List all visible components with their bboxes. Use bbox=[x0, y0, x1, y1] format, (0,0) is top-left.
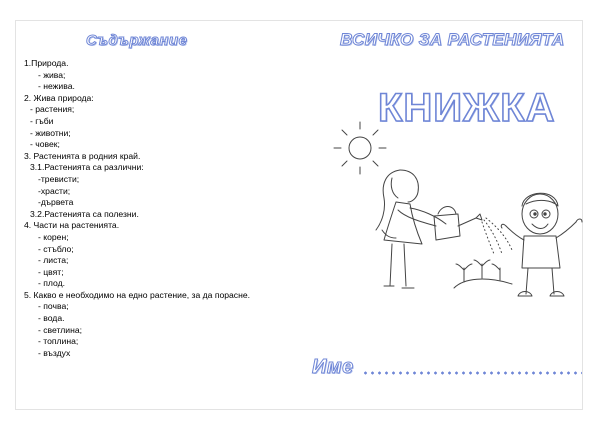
toc-item: -тревисти; bbox=[38, 173, 80, 184]
toc-item: - топлина; bbox=[38, 336, 79, 347]
name-label: Име bbox=[312, 356, 354, 378]
toc-item: - човек; bbox=[30, 139, 60, 150]
toc-item: -храсти; bbox=[38, 185, 71, 196]
watering-can-icon bbox=[434, 207, 482, 241]
toc-item: - растения; bbox=[30, 104, 75, 115]
toc-item: 3.1.Растенията са различни: bbox=[30, 162, 144, 173]
cover-illustration bbox=[326, 118, 588, 323]
toc-item: - цвят; bbox=[38, 266, 64, 277]
cover-title: ВСИЧКО ЗА РАСТЕНИЯТА bbox=[340, 30, 565, 49]
water-drops bbox=[482, 218, 512, 254]
toc-item: 2. Жива природа: bbox=[24, 92, 94, 103]
sun-icon bbox=[334, 122, 386, 174]
toc-item: - вода. bbox=[38, 313, 65, 324]
boy-figure bbox=[501, 193, 582, 296]
toc-item: - светлина; bbox=[38, 324, 82, 335]
toc-item: - стъбло; bbox=[38, 243, 74, 254]
toc-item: - листа; bbox=[38, 255, 69, 266]
toc-item: 5. Какво е необходимо на едно растение, за да порасне. bbox=[24, 289, 251, 300]
toc-title: Съдържание bbox=[86, 32, 188, 49]
toc-item: -дървета bbox=[38, 197, 74, 208]
toc-item: - плод. bbox=[38, 278, 66, 289]
toc-item: 3.2.Растенията са полезни. bbox=[30, 208, 139, 219]
toc-item: - въздух bbox=[38, 347, 71, 358]
toc-item: 1.Природа. bbox=[24, 58, 69, 68]
seedlings bbox=[454, 260, 512, 288]
toc-item: - корен; bbox=[38, 231, 69, 242]
name-dotted-line bbox=[362, 371, 582, 375]
book-word-title: КНИЖКА bbox=[378, 86, 556, 130]
name-field bbox=[312, 347, 582, 377]
toc-item: 4. Части на растенията. bbox=[24, 220, 120, 231]
toc-item: - нежива. bbox=[38, 81, 75, 92]
toc-item: - жива; bbox=[38, 69, 66, 80]
toc-item: - почва; bbox=[38, 301, 69, 312]
toc-list bbox=[24, 58, 294, 359]
toc-item: 3. Растенията в родния край. bbox=[24, 150, 141, 161]
toc-item: - животни; bbox=[30, 127, 71, 138]
toc-item: - гъби bbox=[30, 115, 54, 126]
